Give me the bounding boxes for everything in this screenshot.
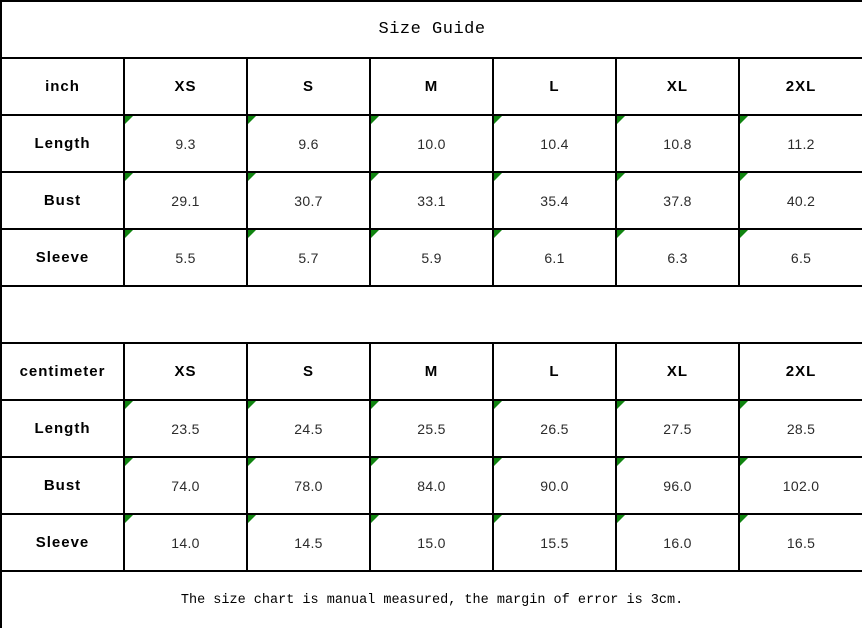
data-cell	[739, 115, 862, 172]
cell-value: 78.0	[294, 477, 323, 494]
cell-value: 29.1	[171, 192, 200, 209]
row-label: Sleeve	[1, 229, 124, 286]
corner-marker-icon	[248, 230, 256, 238]
cell-value: 27.5	[663, 420, 692, 437]
corner-marker-icon	[125, 116, 133, 124]
data-cell	[493, 229, 616, 286]
unit-label-centimeter: centimeter	[1, 343, 124, 400]
data-cell	[370, 115, 493, 172]
cell-value: 33.1	[417, 192, 446, 209]
cell-value: 11.2	[787, 135, 815, 152]
corner-marker-icon	[371, 230, 379, 238]
corner-marker-icon	[617, 230, 625, 238]
data-cell	[616, 229, 739, 286]
row-label: Sleeve	[1, 514, 124, 571]
data-cell	[370, 400, 493, 457]
column-header: M	[370, 58, 493, 115]
cell-value: 10.4	[540, 135, 569, 152]
data-cell	[493, 400, 616, 457]
cell-value: 10.8	[663, 135, 692, 152]
cell-value: 40.2	[786, 192, 816, 209]
table-row	[1, 457, 862, 514]
corner-marker-icon	[371, 116, 379, 124]
cell-value: 9.3	[175, 135, 196, 152]
cell-value: 6.5	[790, 249, 812, 266]
cell-value: 90.0	[540, 477, 569, 494]
column-header: XL	[616, 58, 739, 115]
corner-marker-icon	[617, 515, 625, 523]
cell-value: 15.5	[540, 534, 569, 551]
corner-marker-icon	[494, 515, 502, 523]
cell-value: 14.5	[294, 534, 323, 551]
data-cell	[739, 457, 862, 514]
page-title: Size Guide	[1, 1, 862, 58]
column-header: M	[370, 343, 493, 400]
column-header: L	[493, 343, 616, 400]
cell-value: 28.5	[786, 420, 816, 437]
table-row	[1, 229, 862, 286]
cell-value: 96.0	[663, 477, 692, 494]
data-cell	[124, 229, 247, 286]
data-cell	[370, 514, 493, 571]
cell-value: 10.0	[417, 135, 446, 152]
cell-value: 74.0	[171, 477, 200, 494]
column-header: S	[247, 58, 370, 115]
data-cell	[247, 172, 370, 229]
data-cell	[370, 172, 493, 229]
corner-marker-icon	[248, 515, 256, 523]
unit-label-inch: inch	[1, 58, 124, 115]
cell-value: 5.5	[175, 249, 196, 266]
column-header: 2XL	[739, 343, 862, 400]
inch-header-row	[1, 58, 862, 115]
data-cell	[370, 457, 493, 514]
data-cell	[247, 457, 370, 514]
corner-marker-icon	[371, 401, 379, 409]
cell-value: 26.5	[540, 420, 569, 437]
footer-row	[1, 571, 862, 628]
cell-value: 6.3	[667, 249, 688, 266]
cell-value: 24.5	[294, 420, 323, 437]
cell-value: 25.5	[417, 420, 446, 437]
data-cell	[493, 172, 616, 229]
footer-note: The size chart is manual measured, the margin of error is 3cm.	[1, 571, 862, 628]
data-cell	[124, 400, 247, 457]
row-label: Length	[1, 400, 124, 457]
spacer-row	[1, 286, 862, 343]
centimeter-header-row	[1, 343, 862, 400]
cell-value: 84.0	[417, 477, 446, 494]
data-cell	[493, 115, 616, 172]
spacer-cell	[1, 286, 862, 343]
cell-value: 5.7	[298, 249, 319, 266]
cell-value: 30.7	[294, 192, 323, 209]
data-cell	[493, 457, 616, 514]
data-cell	[124, 172, 247, 229]
cell-value: 5.9	[421, 249, 442, 266]
data-cell	[739, 514, 862, 571]
corner-marker-icon	[617, 401, 625, 409]
data-cell	[247, 229, 370, 286]
corner-marker-icon	[617, 116, 625, 124]
corner-marker-icon	[617, 458, 625, 466]
corner-marker-icon	[248, 116, 256, 124]
table-row	[1, 115, 862, 172]
data-cell	[616, 400, 739, 457]
column-header: XS	[124, 58, 247, 115]
corner-marker-icon	[371, 173, 379, 181]
data-cell	[739, 172, 862, 229]
corner-marker-icon	[494, 458, 502, 466]
cell-value: 35.4	[540, 192, 569, 209]
column-header: L	[493, 58, 616, 115]
cell-value: 23.5	[171, 420, 200, 437]
corner-marker-icon	[125, 230, 133, 238]
corner-marker-icon	[125, 401, 133, 409]
corner-marker-icon	[125, 458, 133, 466]
data-cell	[616, 115, 739, 172]
cell-value: 102.0	[782, 477, 820, 494]
data-cell	[247, 514, 370, 571]
corner-marker-icon	[248, 401, 256, 409]
data-cell	[616, 457, 739, 514]
corner-marker-icon	[740, 515, 748, 523]
corner-marker-icon	[494, 401, 502, 409]
corner-marker-icon	[740, 173, 748, 181]
corner-marker-icon	[125, 173, 133, 181]
row-label: Bust	[1, 172, 124, 229]
corner-marker-icon	[740, 230, 748, 238]
corner-marker-icon	[248, 458, 256, 466]
corner-marker-icon	[494, 230, 502, 238]
cell-value: 16.5	[786, 534, 816, 551]
corner-marker-icon	[371, 458, 379, 466]
corner-marker-icon	[248, 173, 256, 181]
row-label: Bust	[1, 457, 124, 514]
table-row	[1, 172, 862, 229]
data-cell	[247, 400, 370, 457]
data-cell	[370, 229, 493, 286]
data-cell	[616, 172, 739, 229]
corner-marker-icon	[740, 401, 748, 409]
column-header: XL	[616, 343, 739, 400]
data-cell	[493, 514, 616, 571]
column-header: S	[247, 343, 370, 400]
cell-value: 16.0	[663, 534, 692, 551]
cell-value: 37.8	[663, 192, 692, 209]
row-label: Length	[1, 115, 124, 172]
data-cell	[739, 229, 862, 286]
corner-marker-icon	[617, 173, 625, 181]
corner-marker-icon	[740, 458, 748, 466]
cell-value: 14.0	[171, 534, 200, 551]
corner-marker-icon	[494, 116, 502, 124]
data-cell	[124, 115, 247, 172]
corner-marker-icon	[125, 515, 133, 523]
data-cell	[124, 457, 247, 514]
cell-value: 6.1	[544, 249, 565, 266]
corner-marker-icon	[371, 515, 379, 523]
corner-marker-icon	[740, 116, 748, 124]
cell-value: 9.6	[298, 135, 319, 152]
corner-marker-icon	[494, 173, 502, 181]
data-cell	[739, 400, 862, 457]
data-cell	[616, 514, 739, 571]
column-header: 2XL	[739, 58, 862, 115]
data-cell	[247, 115, 370, 172]
data-cell	[124, 514, 247, 571]
title-row	[1, 1, 862, 58]
column-header: XS	[124, 343, 247, 400]
cell-value: 15.0	[417, 534, 446, 551]
table-row	[1, 400, 862, 457]
table-row	[1, 514, 862, 571]
